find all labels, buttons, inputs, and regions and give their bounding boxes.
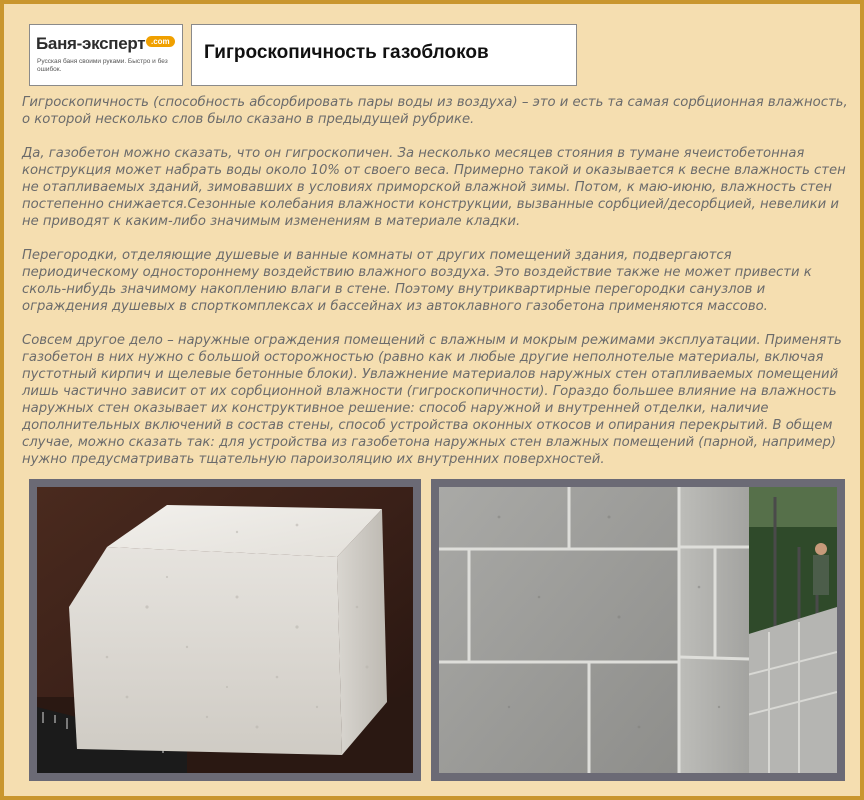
aerated-block-image	[37, 487, 413, 773]
aerated-wall-image	[439, 487, 837, 773]
wall-photo-frame	[431, 479, 845, 781]
paragraph: Да, газобетон можно сказать, что он гигроскопичен. За несколько месяцев стояния в тумане ячеистобетонная конструкция может набрать воды около 10% от своего веса. Примерно такой и оказывается к весне влажность стен не отапливаемых зданий, зимовавших в условиях приморской влажной зимы. Потом, к маю-июню, влажность стен постепенно снижается.Сезонные колебания влажности конструкции, вызванные сорбцией/десорбцией, невелики и не приводят к каким-либо значимым изменениям в материале кладки.	[22, 146, 846, 229]
logo-name: Баня-эксперт	[36, 34, 146, 53]
paragraph: Перегородки, отделяющие душевые и ванные комнаты от других помещений здания, подвергаются периодическому одностороннему воздействию влажного воздуха. Это воздействие также не может привести к сколь-нибудь значимому накоплению влаги в стене. Поэтому внутриквартирные перегородки санузлов и ограждения душевых в спорткомплексах и бассейнах из автоклавного газобетона применяются массово.	[22, 248, 812, 314]
logo-badge: .com	[146, 36, 175, 47]
paragraph: Гигроскопичность (способность абсорбировать пары воды из воздуха) – это и есть та самая сорбционная влажность, о которой несколько слов было сказано в предыдущей рубрике.	[22, 95, 848, 127]
paragraph: Совсем другое дело – наружные ограждения помещений с влажным и мокрым режимами эксплуатации. Применять газобетон в них нужно с большой осторожностью (равно как и любые другие неполнотелые материалы, включая пустотный кирпич и щелевые бетонные блоки). Увлажнение материалов наружных стен отапливаемых помещений лишь частично зависит от их сорбционной влажности (гигроскопичности). Гораздо большее влияние на влажность наружных стен оказывает их конструктивное решение: способ наружной и внутренней отделки, наличие дополнительных включений в состав стены, способ устройства оконных откосов и опирания перекрытий. В общем случае, можно сказать так: для устройства из газобетона наружных стен влажных помещений (парной, например) нужно предусматривать тщательную пароизоляцию их внутренних поверхностей.	[22, 333, 842, 467]
site-logo[interactable]	[29, 24, 183, 86]
page-title: Гигроскопичность газоблоков	[204, 42, 489, 63]
worker-figure	[813, 543, 829, 595]
logo-tagline: Русская баня своими руками. Быстро и без ошибок.	[37, 58, 168, 73]
block-photo-frame	[29, 479, 421, 781]
title-panel	[191, 24, 577, 86]
article-body	[22, 94, 852, 485]
